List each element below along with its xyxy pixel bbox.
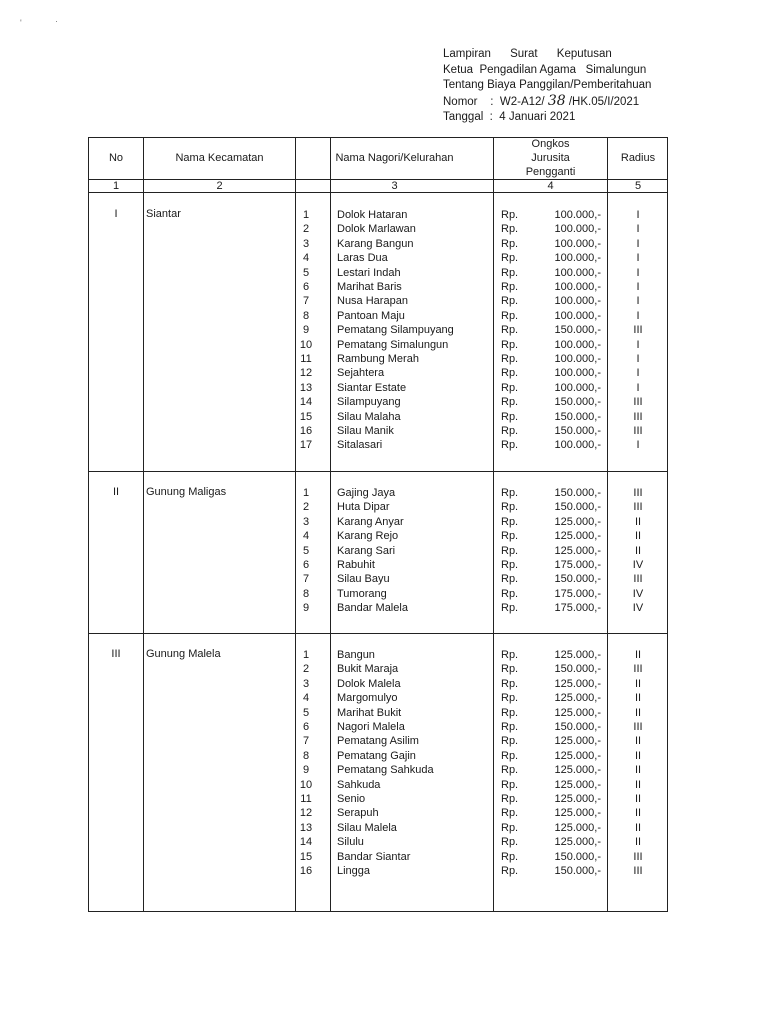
nagori-name: Silulu <box>337 836 364 849</box>
table-row <box>89 323 667 337</box>
cost-amount: 125.000,- <box>554 778 601 791</box>
cost-amount: 100.000,- <box>554 252 601 265</box>
cost-amount: 175.000,- <box>554 559 601 571</box>
currency-label: Rp. <box>501 544 519 557</box>
nagori-name: Rambung Merah <box>337 353 419 365</box>
nagori-name: Margomulyo <box>337 692 398 705</box>
currency-label: Rp. <box>501 793 519 805</box>
nagori-name: Silau Malela <box>337 821 397 834</box>
currency-label: Rp. <box>501 807 519 820</box>
currency-label: Rp. <box>501 721 519 733</box>
nagori-name: Pematang Asilim <box>337 735 419 748</box>
nagori-name: Sejahtera <box>337 367 385 380</box>
kecamatan-name: Siantar <box>146 208 181 220</box>
cost-amount: 125.000,- <box>554 649 601 661</box>
radius-value: II <box>634 692 642 705</box>
currency-label: Rp. <box>501 559 519 571</box>
row-number: 16 <box>299 425 313 437</box>
cost-amount: 125.000,- <box>554 530 601 543</box>
section-number: I <box>114 208 118 220</box>
cost-amount: 100.000,- <box>554 367 601 380</box>
table-row <box>89 720 667 734</box>
cost-amount: 150.000,- <box>554 573 601 586</box>
radius-value: I <box>636 223 640 236</box>
radius-value: I <box>636 353 640 365</box>
radius-value: I <box>636 209 640 221</box>
nomor-prefix: Nomor : W2-A12/ <box>443 95 548 108</box>
row-number: 17 <box>299 439 313 452</box>
table-row <box>89 424 667 438</box>
radius-value: II <box>634 735 642 748</box>
currency-label: Rp. <box>501 425 519 437</box>
table-row <box>89 338 667 352</box>
row-number: 5 <box>302 706 310 719</box>
cost-amount: 125.000,- <box>554 677 601 690</box>
nagori-name: Nusa Harapan <box>337 295 408 308</box>
radius-value: II <box>634 677 642 690</box>
row-number: 8 <box>302 309 310 322</box>
row-number: 10 <box>299 778 313 791</box>
table-row <box>89 251 667 265</box>
nagori-name: Bangun <box>337 649 375 661</box>
table-row <box>89 572 667 586</box>
row-number: 1 <box>302 487 310 499</box>
table-row <box>89 806 667 820</box>
row-number: 4 <box>302 530 310 543</box>
currency-label: Rp. <box>501 587 519 600</box>
currency-label: Rp. <box>501 396 519 409</box>
table-row <box>89 821 667 835</box>
table-row <box>89 500 667 514</box>
nagori-name: Silau Manik <box>337 425 394 437</box>
table-row <box>89 208 667 222</box>
radius-value: II <box>634 706 642 719</box>
nagori-name: Karang Anyar <box>337 515 404 528</box>
currency-label: Rp. <box>501 735 519 748</box>
row-number: 7 <box>302 735 310 748</box>
cost-amount: 100.000,- <box>554 381 601 394</box>
radius-value: III <box>633 425 643 437</box>
kecamatan-name: Gunung Malela <box>146 648 221 660</box>
nagori-name: Bandar Malela <box>337 602 408 615</box>
row-number: 13 <box>299 381 313 394</box>
radius-value: I <box>636 237 640 250</box>
radius-value: IV <box>632 587 644 600</box>
row-number: 8 <box>302 587 310 600</box>
radius-value: III <box>633 865 643 877</box>
header-line-nomor <box>443 94 651 111</box>
currency-label: Rp. <box>501 237 519 250</box>
cost-amount: 125.000,- <box>554 692 601 705</box>
header-line-tentang: Tentang Biaya Panggilan/Pemberitahuan <box>443 79 652 91</box>
cost-amount: 150.000,- <box>554 396 601 409</box>
cost-amount: 100.000,- <box>554 338 601 351</box>
nagori-name: Dolok Malela <box>337 677 401 690</box>
currency-label: Rp. <box>501 515 519 528</box>
scan-speck: ' <box>20 18 22 28</box>
currency-label: Rp. <box>501 573 519 586</box>
header-line-lampiran: Lampiran Surat Keputusan <box>443 48 612 60</box>
currency-label: Rp. <box>501 850 519 863</box>
table-row <box>89 691 667 705</box>
table-row <box>89 486 667 500</box>
row-number: 1 <box>302 649 310 661</box>
fee-table <box>88 137 668 912</box>
nagori-name: Pantoan Maju <box>337 309 405 322</box>
kecamatan-name: Gunung Maligas <box>146 486 227 498</box>
row-number: 6 <box>302 559 310 571</box>
currency-label: Rp. <box>501 677 519 690</box>
document-header <box>443 47 651 126</box>
nagori-name: Marihat Baris <box>337 281 402 293</box>
cost-amount: 125.000,- <box>554 836 601 849</box>
row-number: 15 <box>299 410 313 423</box>
currency-label: Rp. <box>501 266 519 279</box>
row-number: 9 <box>302 764 310 777</box>
table-row <box>89 792 667 806</box>
nagori-name: Senio <box>337 793 366 805</box>
radius-value: I <box>636 338 640 351</box>
nagori-name: Pematang Simalungun <box>337 338 449 351</box>
row-number: 14 <box>299 836 313 849</box>
radius-value: III <box>633 850 643 863</box>
currency-label: Rp. <box>501 836 519 849</box>
row-number: 2 <box>302 663 310 676</box>
radius-value: I <box>636 252 640 265</box>
cost-amount: 125.000,- <box>554 544 601 557</box>
cost-amount: 125.000,- <box>554 807 601 820</box>
table-row <box>89 515 667 529</box>
row-number: 12 <box>299 367 313 380</box>
row-number: 15 <box>299 850 313 863</box>
currency-label: Rp. <box>501 706 519 719</box>
row-number: 11 <box>300 353 312 365</box>
radius-value: II <box>634 821 642 834</box>
row-number: 6 <box>302 721 310 733</box>
nagori-name: Siantar Estate <box>337 381 407 394</box>
col-number: 4 <box>547 180 554 192</box>
currency-label: Rp. <box>501 252 519 265</box>
nagori-name: Gajing Jaya <box>337 487 396 499</box>
cost-amount: 150.000,- <box>554 425 601 437</box>
cost-amount: 175.000,- <box>554 602 601 615</box>
row-number: 11 <box>300 793 312 805</box>
row-number: 14 <box>299 396 313 409</box>
cost-amount: 125.000,- <box>554 706 601 719</box>
currency-label: Rp. <box>501 439 519 452</box>
radius-value: II <box>634 530 642 543</box>
cost-amount: 150.000,- <box>554 865 601 877</box>
radius-value: II <box>634 649 642 661</box>
table-row <box>89 835 667 849</box>
currency-label: Rp. <box>501 821 519 834</box>
radius-value: I <box>636 381 640 394</box>
nagori-name: Silau Malaha <box>337 410 401 423</box>
scan-speck: · <box>55 16 58 26</box>
row-number: 9 <box>302 602 310 615</box>
radius-value: II <box>634 836 642 849</box>
table-hline <box>89 633 667 634</box>
table-row <box>89 749 667 763</box>
currency-label: Rp. <box>501 410 519 423</box>
row-number: 3 <box>302 237 310 250</box>
section-number: III <box>111 648 121 660</box>
nagori-name: Sahkuda <box>337 778 381 791</box>
cost-amount: 125.000,- <box>554 764 601 777</box>
nagori-name: Dolok Hataran <box>337 209 408 221</box>
table-row <box>89 309 667 323</box>
radius-value: I <box>636 439 640 452</box>
table-row <box>89 395 667 409</box>
table-row <box>89 222 667 236</box>
nagori-name: Nagori Malela <box>337 721 405 733</box>
row-number: 8 <box>302 749 310 762</box>
currency-label: Rp. <box>501 309 519 322</box>
radius-value: III <box>633 324 643 337</box>
row-number: 9 <box>302 324 310 337</box>
row-number: 3 <box>302 677 310 690</box>
currency-label: Rp. <box>501 381 519 394</box>
radius-value: I <box>636 295 640 308</box>
row-number: 12 <box>299 807 313 820</box>
table-row <box>89 237 667 251</box>
cost-amount: 150.000,- <box>554 501 601 514</box>
currency-label: Rp. <box>501 530 519 543</box>
currency-label: Rp. <box>501 487 519 499</box>
nomor-handwritten: 38 <box>547 92 566 109</box>
radius-value: III <box>633 501 643 514</box>
col-header-ongkos: Ongkos Jurusita Pengganti <box>525 138 576 178</box>
nagori-name: Lestari Indah <box>337 266 401 279</box>
table-row <box>89 734 667 748</box>
radius-value: III <box>633 721 643 733</box>
currency-label: Rp. <box>501 865 519 877</box>
currency-label: Rp. <box>501 602 519 615</box>
currency-label: Rp. <box>501 353 519 365</box>
radius-value: III <box>633 487 643 499</box>
nagori-name: Karang Bangun <box>337 237 414 250</box>
table-row <box>89 294 667 308</box>
radius-value: III <box>633 573 643 586</box>
currency-label: Rp. <box>501 501 519 514</box>
cost-amount: 175.000,- <box>554 587 601 600</box>
radius-value: III <box>633 410 643 423</box>
col-number: 3 <box>391 180 398 192</box>
radius-value: II <box>634 807 642 820</box>
radius-value: IV <box>632 602 644 615</box>
table-row <box>89 381 667 395</box>
radius-value: II <box>634 778 642 791</box>
currency-label: Rp. <box>501 295 519 308</box>
cost-amount: 100.000,- <box>554 439 601 452</box>
nagori-name: Pematang Gajin <box>337 749 416 762</box>
cost-amount: 100.000,- <box>554 295 601 308</box>
col-header-radius: Radius <box>620 152 656 164</box>
nagori-name: Silampuyang <box>337 396 401 409</box>
table-row <box>89 280 667 294</box>
row-number: 2 <box>302 501 310 514</box>
cost-amount: 125.000,- <box>554 749 601 762</box>
section-number: II <box>112 486 120 498</box>
radius-value: I <box>636 266 640 279</box>
nagori-name: Rabuhit <box>337 559 375 571</box>
col-number: 1 <box>112 180 120 192</box>
table-hline <box>89 471 667 472</box>
nagori-name: Pematang Silampuyang <box>337 324 454 337</box>
table-row <box>89 266 667 280</box>
table-row <box>89 677 667 691</box>
row-number: 5 <box>302 544 310 557</box>
nomor-suffix: /HK.05/I/2021 <box>565 95 640 108</box>
cost-amount: 125.000,- <box>554 821 601 834</box>
col-number: 5 <box>634 180 642 192</box>
nagori-name: Laras Dua <box>337 252 388 265</box>
cost-amount: 100.000,- <box>554 209 601 221</box>
nagori-name: Huta Dipar <box>337 501 390 514</box>
currency-label: Rp. <box>501 324 519 337</box>
radius-value: II <box>634 749 642 762</box>
table-row <box>89 352 667 366</box>
row-number: 13 <box>299 821 313 834</box>
currency-label: Rp. <box>501 367 519 380</box>
nagori-name: Serapuh <box>337 807 379 820</box>
radius-value: II <box>634 544 642 557</box>
table-row <box>89 763 667 777</box>
currency-label: Rp. <box>501 281 519 293</box>
nagori-name: Karang Sari <box>337 544 396 557</box>
table-row <box>89 410 667 424</box>
nagori-name: Bukit Maraja <box>337 663 399 676</box>
col-header-kecamatan: Nama Kecamatan <box>175 152 264 164</box>
cost-amount: 150.000,- <box>554 410 601 423</box>
row-number: 7 <box>302 573 310 586</box>
cost-amount: 100.000,- <box>554 353 601 365</box>
table-row <box>89 366 667 380</box>
nagori-name: Sitalasari <box>337 439 383 452</box>
nagori-name: Pematang Sahkuda <box>337 764 434 777</box>
row-number: 16 <box>299 865 313 877</box>
row-number: 5 <box>302 266 310 279</box>
row-number: 1 <box>302 209 310 221</box>
cost-amount: 125.000,- <box>554 793 601 805</box>
row-number: 4 <box>302 692 310 705</box>
row-number: 10 <box>299 338 313 351</box>
nagori-name: Dolok Marlawan <box>337 223 416 236</box>
cost-amount: 125.000,- <box>554 735 601 748</box>
table-row <box>89 529 667 543</box>
table-row <box>89 438 667 452</box>
row-number: 7 <box>302 295 310 308</box>
nagori-name: Lingga <box>337 865 371 877</box>
nagori-name: Marihat Bukit <box>337 706 402 719</box>
radius-value: I <box>636 367 640 380</box>
cost-amount: 100.000,- <box>554 237 601 250</box>
currency-label: Rp. <box>501 649 519 661</box>
row-number: 4 <box>302 252 310 265</box>
table-row <box>89 544 667 558</box>
cost-amount: 125.000,- <box>554 515 601 528</box>
radius-value: III <box>633 396 643 409</box>
currency-label: Rp. <box>501 209 519 221</box>
header-line-tanggal: Tanggal : 4 Januari 2021 <box>443 111 576 123</box>
table-row <box>89 558 667 572</box>
currency-label: Rp. <box>501 749 519 762</box>
table-row <box>89 706 667 720</box>
row-number: 3 <box>302 515 310 528</box>
currency-label: Rp. <box>501 778 519 791</box>
row-number: 6 <box>302 281 310 293</box>
table-row <box>89 648 667 662</box>
col-header-nagori: Nama Nagori/Kelurahan <box>335 152 454 164</box>
radius-value: I <box>636 309 640 322</box>
currency-label: Rp. <box>501 663 519 676</box>
table-row <box>89 778 667 792</box>
table-row <box>89 662 667 676</box>
cost-amount: 150.000,- <box>554 663 601 676</box>
radius-value: II <box>634 515 642 528</box>
cost-amount: 100.000,- <box>554 266 601 279</box>
cost-amount: 100.000,- <box>554 223 601 236</box>
table-row <box>89 587 667 601</box>
currency-label: Rp. <box>501 764 519 777</box>
row-number: 2 <box>302 223 310 236</box>
table-row <box>89 601 667 615</box>
cost-amount: 100.000,- <box>554 281 601 293</box>
nagori-name: Tumorang <box>337 587 387 600</box>
radius-value: IV <box>632 559 644 571</box>
radius-value: II <box>634 793 642 805</box>
cost-amount: 150.000,- <box>554 324 601 337</box>
currency-label: Rp. <box>501 223 519 236</box>
cost-amount: 150.000,- <box>554 487 601 499</box>
radius-value: II <box>634 764 642 777</box>
col-number: 2 <box>216 180 223 192</box>
radius-value: III <box>633 663 643 676</box>
nagori-name: Bandar Siantar <box>337 850 411 863</box>
currency-label: Rp. <box>501 692 519 705</box>
table-row <box>89 864 667 878</box>
table-row <box>89 850 667 864</box>
radius-value: I <box>636 281 640 293</box>
currency-label: Rp. <box>501 338 519 351</box>
cost-amount: 150.000,- <box>554 850 601 863</box>
nagori-name: Silau Bayu <box>337 573 390 586</box>
nagori-name: Karang Rejo <box>337 530 399 543</box>
col-header-no: No <box>108 152 124 164</box>
cost-amount: 150.000,- <box>554 721 601 733</box>
cost-amount: 100.000,- <box>554 309 601 322</box>
header-line-ketua: Ketua Pengadilan Agama Simalungun <box>443 63 647 76</box>
